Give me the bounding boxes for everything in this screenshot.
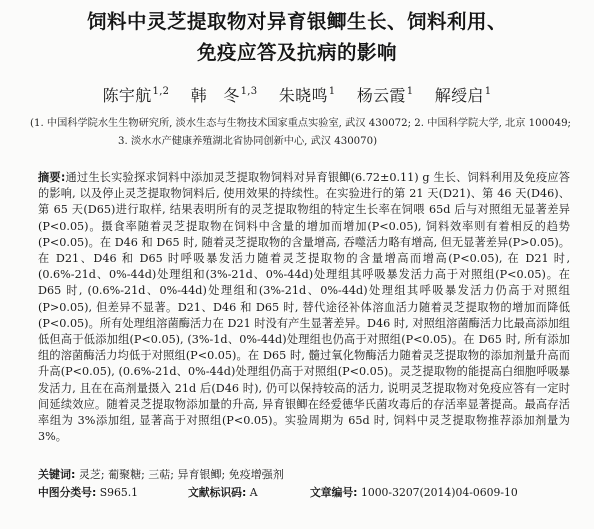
keywords-text: 灵芝; 葡聚糖; 三萜; 异育银鲫; 免疫增强剂 <box>78 468 284 481</box>
author-2-affil: 1,3 <box>240 86 258 97</box>
classification-line <box>38 485 578 500</box>
author-5-affil: 1 <box>484 86 492 97</box>
author-3 <box>279 86 336 105</box>
author-1-affil: 1,2 <box>152 86 170 97</box>
abstract-label: 摘要: <box>38 171 66 184</box>
author-4-name: 杨云霞 <box>356 86 406 105</box>
author-5 <box>435 86 492 105</box>
author-list <box>0 83 594 106</box>
article-number-value: 1000-3207(2014)04-0609-10 <box>360 486 518 499</box>
keywords-label: 关键词: <box>38 468 76 481</box>
author-2-name: 韩 冬 <box>190 86 240 105</box>
clc-number <box>38 485 188 500</box>
author-1 <box>103 86 170 105</box>
affiliation-line2: 3. 淡水水产健康养殖湖北省协同创新中心, 武汉 430070) <box>118 136 378 147</box>
article-number-label: 文章编号: <box>310 486 358 499</box>
author-2 <box>191 86 258 105</box>
author-3-name: 朱晓鸣 <box>278 86 328 105</box>
document-code <box>188 485 310 500</box>
affiliation-line1: (1. 中国科学院水生生物研究所, 淡水生态与生物技术国家重点实验室, 武汉 430072; 2. 中国科学院大学, 北京 100049; <box>30 118 571 129</box>
author-4-affil: 1 <box>406 86 414 97</box>
clc-value: S965.1 <box>99 486 139 499</box>
clc-label: 中图分类号: <box>38 486 97 499</box>
author-4 <box>357 86 414 105</box>
abstract <box>38 170 570 445</box>
author-1-name: 陈宇航 <box>102 86 152 105</box>
doc-code-label: 文献标识码: <box>188 486 247 499</box>
keywords <box>38 466 578 482</box>
author-3-affil: 1 <box>328 86 336 97</box>
article-number <box>310 485 518 500</box>
author-5-name: 解绶启 <box>434 86 484 105</box>
abstract-text: 通过生长实验探求饲料中添加灵芝提取物饲料对异育银鲫(6.72±0.11) g 生长、饲料利用及免疫应答的影响, 以及停止灵芝提取物饲料后, 使用效果的持续性。在实验进行的第 21 天(D21)、第 46 天(D46)、第 65 天(D65)进行取样, 结果表明所有的灵芝提取物组的特定生长率在饲喂 65d 后与对照组无显著差异(P<0.05)。摄食率随着灵芝提取物在饲料中含量的增加而增加(P<0.05), 饲料效率则有着相反的趋势(P<0.05)。在 D46 和 D65 时, 随着灵芝提取物的含量增高, 吞噬活力略有增高, 但无显著差异(P>0.05)。在 D21、D46 和 D65 时呼吸暴发活力随着灵芝提取物的含量增高而增高(P<0.05), 在 D21 时, (0.6%-21d、0%-44d)处理组和(3%-21d、0%-44d)处理组其呼吸暴发活力高于对照组(P<0.05)。在 D65 时, (0.6%-21d、0%-44d)处理组和(3%-21d、0%-44d)处理组其呼吸暴发活力仍高于对照组(P>0.05), 但差异不显著。D21、D46 和 D65 时, 替代途径补体溶血活力随着灵芝提取物的增加而降低(P<0.05)。所有处理组溶菌酶活力在 D21 时没有产生显著差异。D46 时, 对照组溶菌酶活力比最高添加组低但高于低添加组(P<0.05), (3%-1d、0%-44d)处理组也仍高于对照组(P<0.05)。在 D65 时, 所有添加组的溶菌酶活力均低于对照组(P<0.05)。在 D65 时, 髓过氧化物酶活力随着灵芝提取物的添加剂量升高而升高(P<0.05), (0.6%-21d、0%-44d)处理组仍高于对照组(P<0.05)。灵芝提取物的能提高白细胞呼吸暴发活力, 且在在高剂量摄入 21d 后(D46 时), 仍可以保持较高的活力, 说明灵芝提取物对免疫应答有一定时间延续效应。随着灵芝提取物添加量的升高, 异育银鲫在经爱德华氏菌攻毒后的存活率显著提高。最高存活率组为 3%添加组, 显著高于对照组(P<0.05)。实验周期为 65d 时, 饲料中灵芝提取物推荐添加剂量为 3%。 <box>38 171 570 444</box>
doc-code-value: A <box>249 486 258 499</box>
paper-title-line2: 免疫应答及抗病的影响 <box>196 41 397 64</box>
paper-title-line1: 饲料中灵芝提取物对异育银鲫生长、饲料利用、 <box>86 10 507 33</box>
